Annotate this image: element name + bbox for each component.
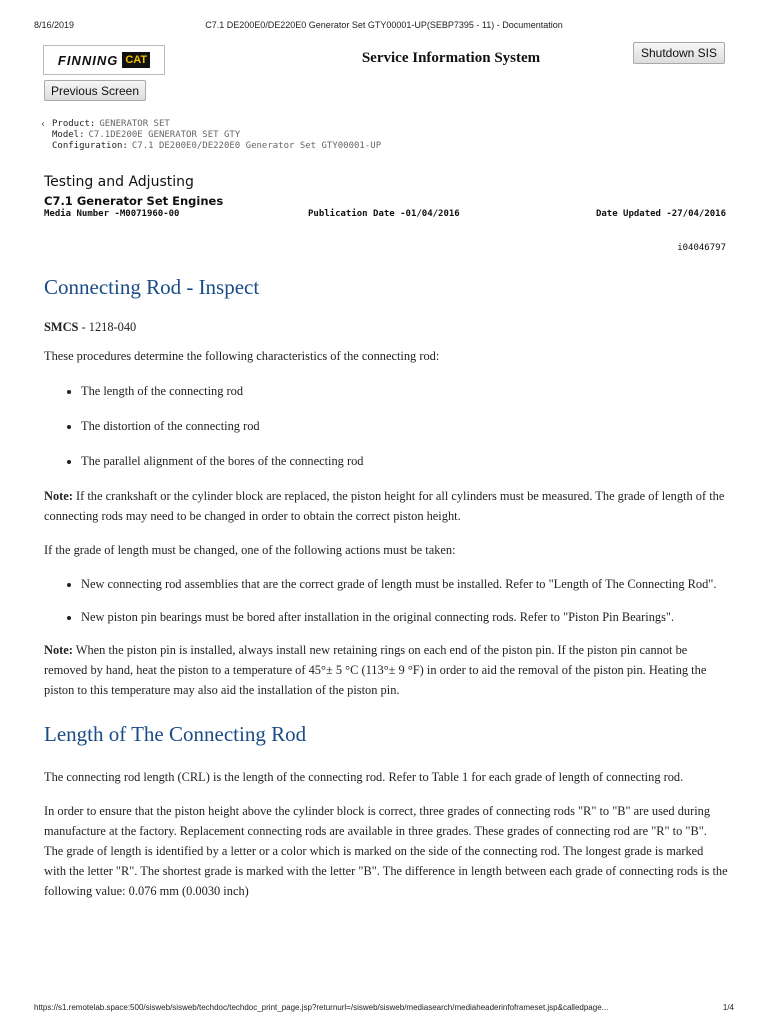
model-row bbox=[44, 130, 381, 141]
model-value: C7.1DE200E GENERATOR SET GTY bbox=[88, 130, 241, 140]
doc-category: Testing and Adjusting bbox=[44, 174, 194, 190]
note-label: Note: bbox=[44, 643, 73, 657]
product-value: GENERATOR SET bbox=[99, 119, 170, 129]
list-item: • New piston pin bearings must be bored after installation in the original connecting rods. Refer to "Piston Pin Bearings". bbox=[81, 607, 728, 627]
characteristics-list bbox=[44, 381, 728, 471]
cat-logo-badge: CAT bbox=[122, 52, 150, 68]
configuration-row bbox=[44, 141, 381, 152]
model-label: Model: bbox=[52, 130, 85, 140]
chevron-left-icon[interactable]: ‹ bbox=[40, 119, 47, 130]
grade-change-paragraph: If the grade of length must be changed, one of the following actions must be taken: bbox=[44, 543, 456, 557]
shutdown-sis-button[interactable]: Shutdown SIS bbox=[633, 42, 725, 64]
list-item: • The length of the connecting rod bbox=[81, 381, 728, 401]
product-label: Product: bbox=[52, 119, 96, 129]
actions-list bbox=[44, 574, 728, 627]
document-body bbox=[44, 272, 728, 901]
note-text: When the piston pin is installed, always install new retaining rings on each end of the piston pin. If the piston pin cannot be removed by hand, heat the piston to a temperature of 45°± 5 °C (113°± 9 °F) in order to aid the removal of the piston pin. Heating the piston to this temperature may also aid the installation of the piston pin. bbox=[44, 643, 707, 697]
configuration-value: C7.1 DE200E0/DE220E0 Generator Set GTY00001-UP bbox=[131, 141, 382, 151]
date-updated: Date Updated -27/04/2016 bbox=[595, 209, 726, 219]
intro-paragraph: These procedures determine the following characteristics of the connecting rod: bbox=[44, 349, 440, 363]
note-crankshaft bbox=[44, 486, 728, 526]
note-text: If the crankshaft or the cylinder block are replaced, the piston height for all cylinders must be measured. The grade of length of the connecting rods may need to be changed in order to obtain the correct piston height. bbox=[44, 489, 725, 523]
media-number: Media Number -M0071960-00 bbox=[44, 209, 180, 219]
system-title: Service Information System bbox=[361, 50, 541, 66]
configuration-label: Configuration: bbox=[52, 141, 128, 151]
product-breadcrumb bbox=[40, 119, 382, 152]
document-id: i04046797 bbox=[677, 243, 726, 253]
heading-connecting-rod-inspect: Connecting Rod - Inspect bbox=[44, 275, 260, 299]
list-item: • The distortion of the connecting rod bbox=[81, 416, 728, 436]
smcs-code bbox=[44, 317, 728, 337]
list-item: • New connecting rod assemblies that are the correct grade of length must be installed. Refer to "Length of The Connecting Rod". bbox=[81, 574, 728, 594]
finning-logo-text: FINNING bbox=[57, 52, 119, 68]
doc-subcategory: C7.1 Generator Set Engines bbox=[44, 194, 224, 208]
print-header bbox=[0, 0, 768, 40]
note-piston-pin bbox=[44, 640, 728, 700]
publication-date: Publication Date -01/04/2016 bbox=[308, 209, 460, 219]
print-title: C7.1 DE200E0/DE220E0 Generator Set GTY00001-UP(SEBP7395 - 11) - Documentation bbox=[205, 20, 563, 30]
heading-length-of-connecting-rod: Length of The Connecting Rod bbox=[44, 722, 307, 746]
smcs-label: SMCS bbox=[44, 320, 79, 334]
crl-paragraph: The connecting rod length (CRL) is the length of the connecting rod. Refer to Table 1 for each grade of length of connecting rod. bbox=[44, 770, 684, 784]
note-label: Note: bbox=[44, 489, 73, 503]
page-number: 1/4 bbox=[722, 1003, 734, 1012]
list-item: • The parallel alignment of the bores of the connecting rod bbox=[81, 451, 728, 471]
print-date: 8/16/2019 bbox=[34, 20, 75, 30]
product-row bbox=[44, 119, 381, 130]
smcs-value: - 1218-040 bbox=[78, 320, 137, 334]
previous-screen-button[interactable]: Previous Screen bbox=[44, 80, 146, 101]
grades-paragraph: In order to ensure that the piston height above the cylinder block is correct, three grades of connecting rods "R" to "B" are used during manufacture at the factory. Replacement connecting rods are available in three grades. These grades of connecting rod are "R" to "B". The grade of length is identified by a letter or a color which is marked on the side of the connecting rod. The longest grade is marked with the letter "R". The shortest grade is marked with the letter "B". The difference in length between each grade of connecting rods is the following value: 0.076 mm (0.0030 inch) bbox=[44, 804, 728, 898]
print-url: https://s1.remotelab.space:500/sisweb/sisweb/techdoc/techdoc_print_page.jsp?returnurl=/sisweb/sisweb/mediasearch/mediaheaderinfoframeset.jsp&calledpage... bbox=[34, 1003, 609, 1012]
